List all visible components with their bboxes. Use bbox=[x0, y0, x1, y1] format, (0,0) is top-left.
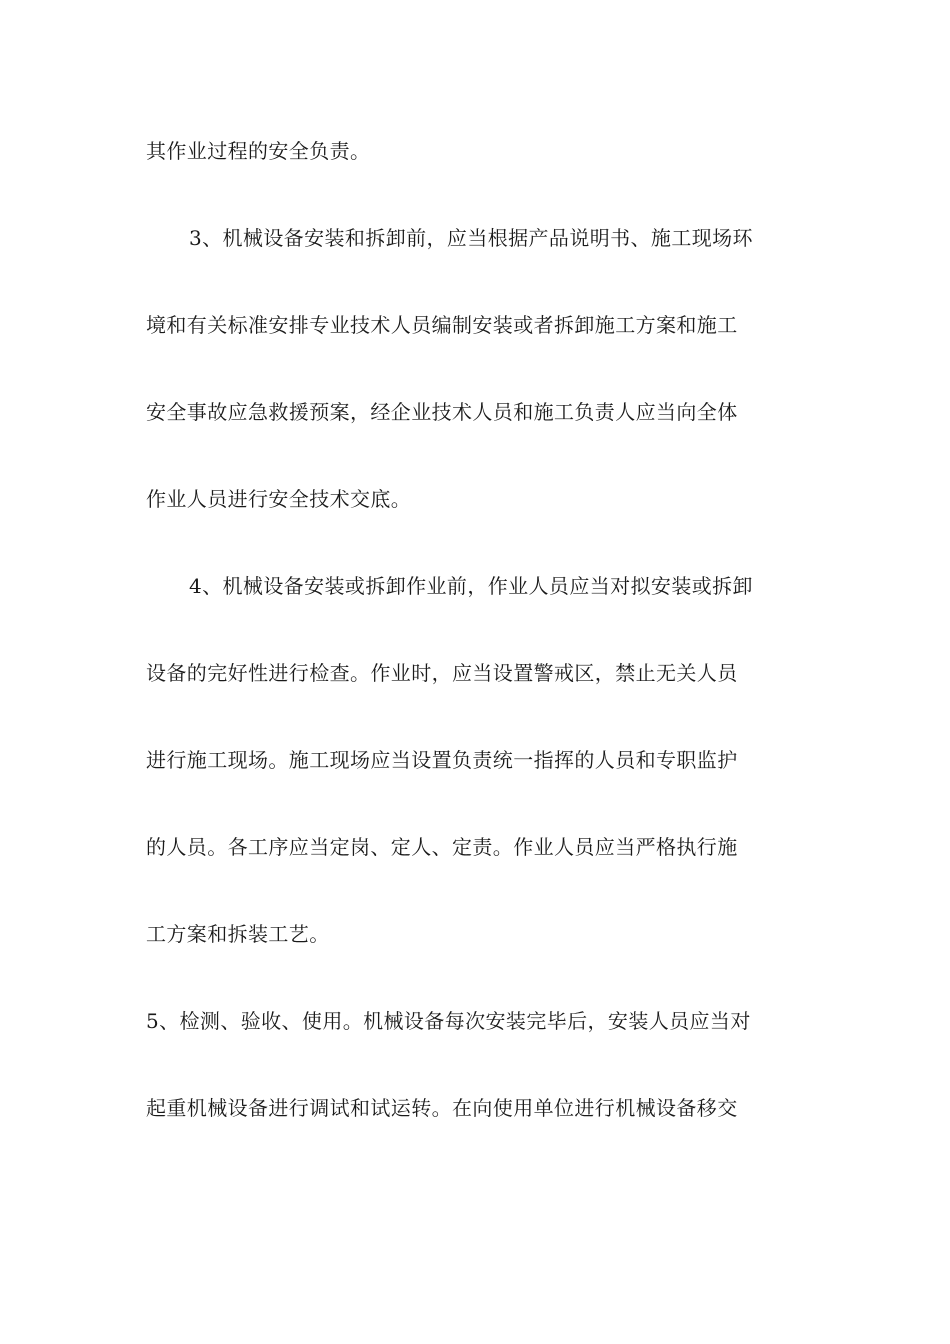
paragraph-line: 作业人员进行安全技术交底。 bbox=[146, 487, 412, 511]
paragraph-line: 进行施工现场。施工现场应当设置负责统一指挥的人员和专职监护 bbox=[146, 748, 738, 772]
paragraph-line: 安全事故应急救援预案，经企业技术人员和施工负责人应当向全体 bbox=[146, 400, 738, 424]
paragraph-line: 境和有关标准安排专业技术人员编制安装或者拆卸施工方案和施工 bbox=[146, 313, 738, 337]
paragraph-line: 4、机械设备安装或拆卸作业前，作业人员应当对拟安装或拆卸 bbox=[189, 574, 753, 598]
paragraph-line: 设备的完好性进行检查。作业时，应当设置警戒区，禁止无关人员 bbox=[146, 661, 738, 685]
paragraph-line: 其作业过程的安全负责。 bbox=[146, 139, 371, 163]
paragraph-line: 工方案和拆装工艺。 bbox=[146, 922, 330, 946]
paragraph-line: 的人员。各工序应当定岗、定人、定责。作业人员应当严格执行施 bbox=[146, 835, 738, 859]
paragraph-line: 3、机械设备安装和拆卸前，应当根据产品说明书、施工现场环 bbox=[189, 226, 753, 250]
paragraph-line: 起重机械设备进行调试和试运转。在向使用单位进行机械设备移交 bbox=[146, 1096, 738, 1120]
paragraph-line: 5、检测、验收、使用。机械设备每次安装完毕后，安装人员应当对 bbox=[146, 1009, 751, 1033]
